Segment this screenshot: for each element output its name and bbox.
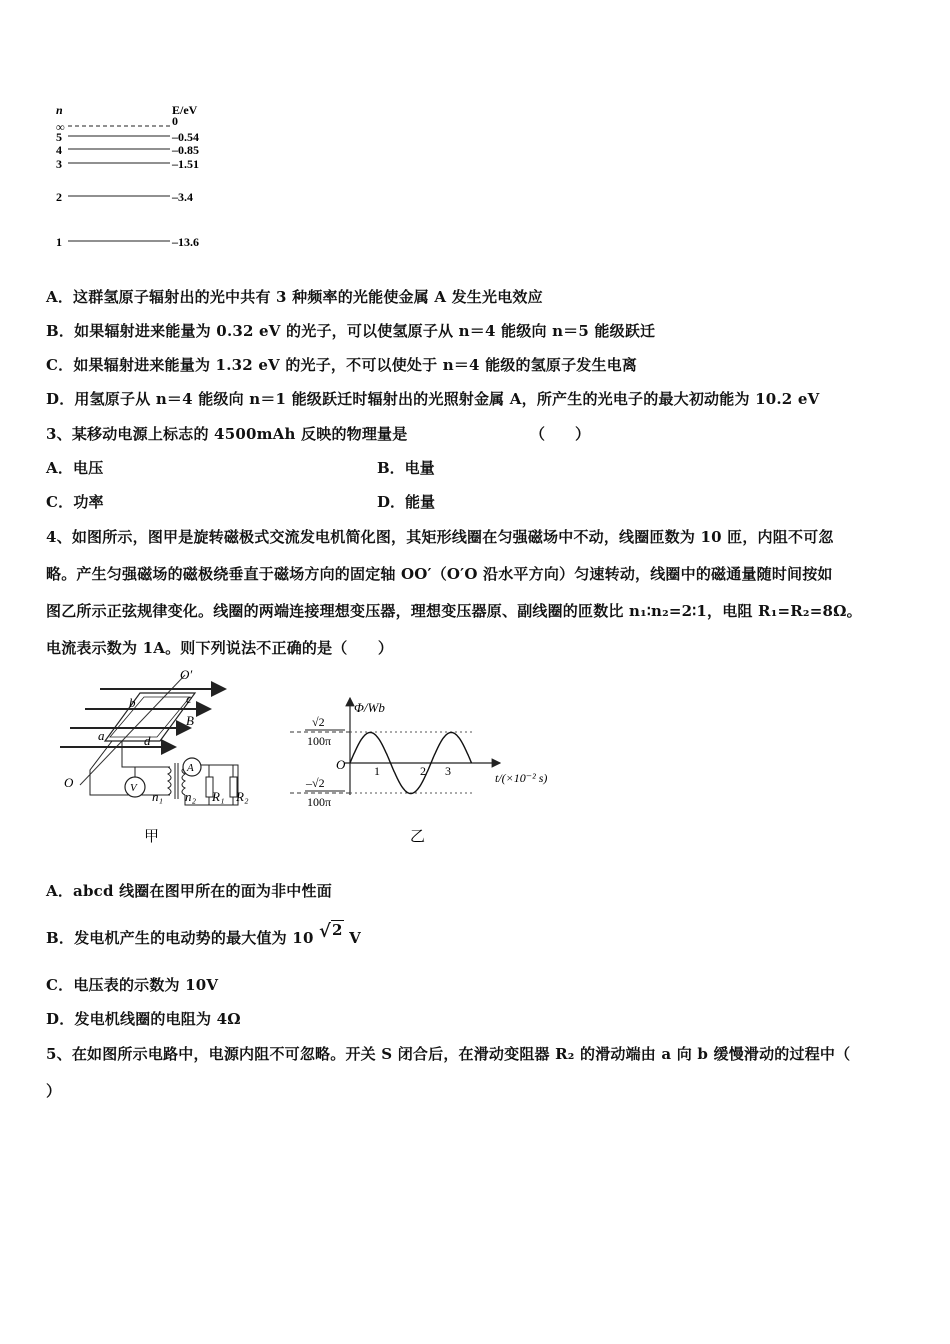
q2-option-c: C．如果辐射进来能量为 1.32 eV 的光子，不可以使处于 n＝4 能级的氢原子发生电离 bbox=[46, 356, 638, 374]
energy-level-diagram bbox=[50, 100, 240, 260]
level-energy-label: –0.85 bbox=[172, 143, 199, 157]
q4-option-b-text: B．发电机产生的电动势的最大值为 10 bbox=[46, 929, 314, 947]
q4-stem-line3: 图乙所示正弦规律变化。线圈的两端连接理想变压器，理想变压器原、副线圈的匝数比 n₁∶n₂=2∶1，电阻 R₁=R₂=8Ω。 bbox=[46, 602, 862, 620]
energy-axis-label: E/eV bbox=[172, 103, 198, 117]
level-n-label: 4 bbox=[56, 143, 62, 157]
q4-stem-line2: 略。产生匀强磁场的磁极绕垂直于磁场方向的固定轴 OO′（O′O 沿水平方向）匀速转动，线圈中的磁通量随时间按如 bbox=[46, 565, 833, 583]
jia-label: c bbox=[186, 691, 192, 706]
q4-option-b bbox=[46, 921, 361, 948]
q4-option-a: A．abcd 线圈在图甲所在的面为非中性面 bbox=[46, 882, 332, 900]
jia-label: R₁ bbox=[212, 789, 225, 804]
level-n-label: 2 bbox=[56, 190, 62, 204]
ybot-num: –√2 bbox=[306, 776, 325, 790]
q5-stem-line2: ） bbox=[46, 1082, 62, 1100]
level-energy-label: –13.6 bbox=[172, 235, 199, 249]
q5-stem-line1: 5、在如图所示电路中，电源内阻不可忽略。开关 S 闭合后，在滑动变阻器 R₂ 的滑动端由 a 向 b 缓慢滑动的过程中（ bbox=[46, 1045, 851, 1063]
q2-option-a: A．这群氢原子辐射出的光中共有 3 种频率的光能使金属 A 发生光电效应 bbox=[46, 288, 543, 306]
ybot-den: 100π bbox=[307, 795, 332, 809]
jia-label: b bbox=[129, 695, 136, 710]
origin-label: O bbox=[336, 757, 346, 772]
jia-label: R₂ bbox=[236, 789, 249, 804]
q3-stem: 3、某移动电源上标志的 4500mAh 反映的物理量是 bbox=[46, 425, 408, 443]
q4-option-d: D．发电机线圈的电阻为 4Ω bbox=[46, 1010, 241, 1028]
tick-2: 2 bbox=[420, 764, 426, 778]
q4-stem-line4: 电流表示数为 1A。则下列说法不正确的是（ ） bbox=[46, 639, 394, 657]
q3-option-b: B．电量 bbox=[377, 459, 435, 477]
level-n-label: 3 bbox=[56, 157, 62, 171]
jia-label: A bbox=[187, 762, 194, 774]
q3-option-c: C．功率 bbox=[46, 493, 104, 511]
level-energy-label: –1.51 bbox=[172, 157, 199, 171]
q4-option-b-unit: V bbox=[349, 929, 361, 947]
jia-label: n₁ bbox=[152, 789, 164, 804]
level-n-label: 5 bbox=[56, 130, 62, 144]
tick-1: 1 bbox=[374, 764, 380, 778]
jia-label: O bbox=[64, 775, 74, 790]
figure-jia-generator-circuit bbox=[40, 665, 280, 855]
q3-option-d: D．能量 bbox=[377, 493, 436, 511]
q3-blank: （ ） bbox=[530, 425, 591, 443]
jia-label: V bbox=[130, 782, 137, 794]
level-energy-label: –0.54 bbox=[172, 130, 199, 144]
jia-label: n₂ bbox=[185, 789, 197, 804]
sqrt-radicand: 2 bbox=[332, 921, 343, 939]
level-n-label: ∞ bbox=[56, 120, 65, 134]
ytop-den: 100π bbox=[307, 734, 332, 748]
q4-option-c: C．电压表的示数为 10V bbox=[46, 976, 219, 994]
sqrt-symbol: √2 bbox=[319, 921, 343, 942]
figure-yi-caption: 乙 bbox=[410, 829, 426, 845]
q3-option-a: A．电压 bbox=[46, 459, 104, 477]
q2-option-d: D．用氢原子从 n＝4 能级向 n＝1 能级跃迁时辐射出的光照射金属 A，所产生的光电子的最大初动能为 10.2 eV bbox=[46, 390, 820, 408]
yaxis-label: Φ/Wb bbox=[354, 700, 385, 715]
xaxis-label: t/(×10⁻² s) bbox=[495, 771, 548, 785]
figure-yi-flux-graph bbox=[290, 690, 580, 855]
jia-label: B bbox=[186, 713, 194, 728]
figure-jia-caption: 甲 bbox=[144, 829, 160, 845]
energy-levels bbox=[56, 114, 199, 249]
level-energy-label: –3.4 bbox=[172, 190, 193, 204]
q4-stem-line1: 4、如图所示，图甲是旋转磁极式交流发电机简化图，其矩形线圈在匀强磁场中不动，线圈匝数为 10 匝，内阻不可忽 bbox=[46, 528, 834, 546]
q2-option-b: B．如果辐射进来能量为 0.32 eV 的光子，可以使氢原子从 n＝4 能级向 n＝5 能级跃迁 bbox=[46, 322, 656, 340]
ytop-num: √2 bbox=[312, 715, 325, 729]
n-axis-label: n bbox=[56, 103, 63, 117]
tick-3: 3 bbox=[445, 764, 451, 778]
figure-jia-labels bbox=[64, 667, 249, 804]
level-n-label: 1 bbox=[56, 235, 62, 249]
jia-label: a bbox=[98, 728, 105, 743]
level-energy-label: 0 bbox=[172, 114, 178, 128]
jia-label: d bbox=[144, 733, 151, 748]
jia-label: O′ bbox=[180, 667, 193, 682]
